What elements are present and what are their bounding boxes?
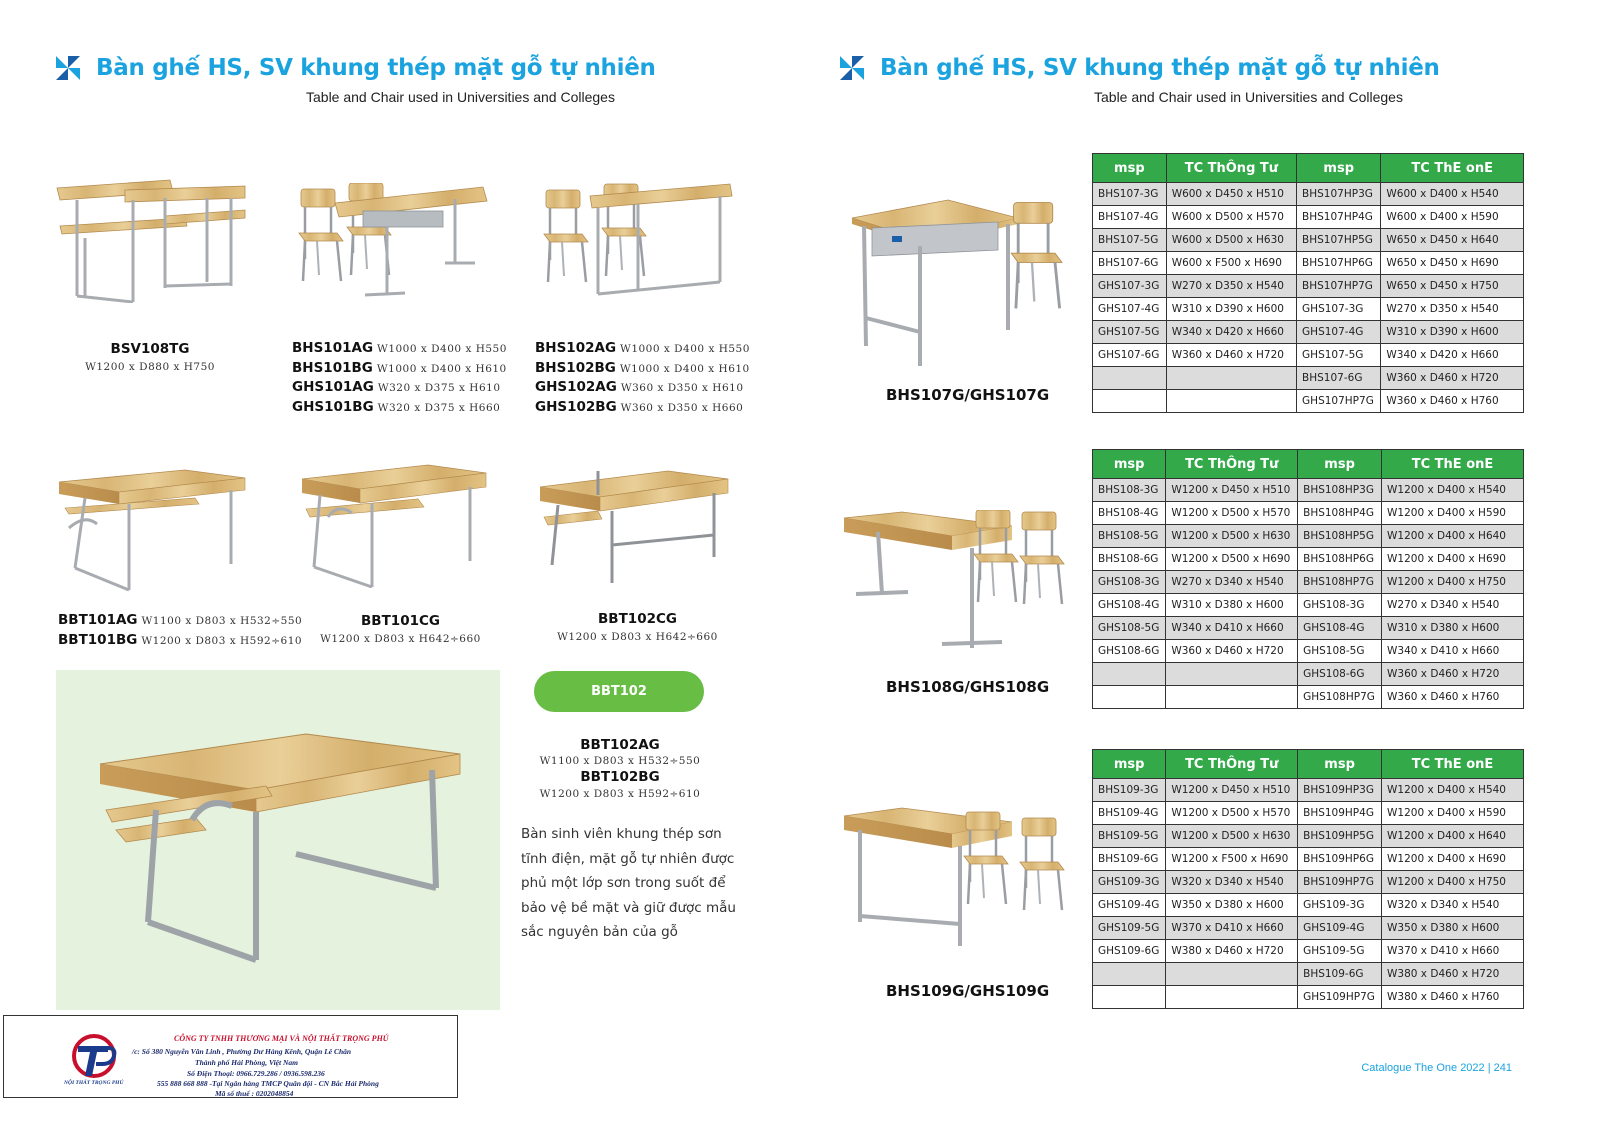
tp-logo-icon (68, 1034, 120, 1082)
table-cell: GHS109-5G (1093, 917, 1166, 940)
column-header: msp (1298, 450, 1382, 479)
featured-product-panel (56, 670, 500, 1010)
table-cell: W360 x D460 x H720 (1382, 663, 1524, 686)
product-label-bhs101: BHS101AG W1000 x D400 x H550 BHS101BG W1000 x D400 x H610 GHS101AG W320 x D375 x H610 GHS101BG W320 x D375 x H660 (292, 340, 507, 415)
column-header: msp (1298, 750, 1382, 779)
table-cell: BHS108-4G (1093, 502, 1166, 525)
company-name: CÔNG TY TNHH THƯƠNG MẠI VÀ NỘI THẤT TRỌNG PHÚ (174, 1034, 389, 1043)
table-cell: BHS108HP3G (1298, 479, 1382, 502)
table-cell: BHS109-5G (1093, 825, 1166, 848)
table-cell: W380 x D460 x H720 (1382, 963, 1524, 986)
table-cell: BHS109HP5G (1298, 825, 1382, 848)
table-cell: BHS109HP6G (1298, 848, 1382, 871)
table-cell: W1200 x D400 x H690 (1382, 848, 1524, 871)
table-row (1093, 594, 1524, 617)
table-row (1093, 917, 1524, 940)
table-cell: W1200 x D400 x H540 (1382, 779, 1524, 802)
table-cell (1166, 686, 1298, 709)
catalogue-page-label: Catalogue The One 2022 | 241 (1361, 1062, 1512, 1074)
table-cell: W360 x D460 x H720 (1166, 344, 1296, 367)
table-cell: W650 x D450 x H690 (1381, 252, 1524, 275)
table-cell: W360 x D460 x H720 (1166, 640, 1298, 663)
table-cell: W360 x D460 x H760 (1381, 390, 1524, 413)
table-cell: BHS109-6G (1093, 848, 1166, 871)
table-cell: W1200 x D400 x H750 (1382, 571, 1524, 594)
table-cell: GHS108-4G (1093, 594, 1166, 617)
table-cell (1093, 986, 1166, 1009)
company-phone: Số Điện Thoại: 0966.729.286 / 0936.598.236 (187, 1069, 325, 1078)
table-cell: BHS108-6G (1093, 548, 1166, 571)
table-cell: GHS109-6G (1093, 940, 1166, 963)
table-cell: BHS109HP3G (1298, 779, 1382, 802)
table-cell: GHS107-5G (1093, 321, 1167, 344)
model-label-bhs108g: BHS108G/GHS108G (886, 678, 1050, 696)
table-cell: W1200 x D450 x H510 (1166, 779, 1298, 802)
table-cell: GHS107-6G (1093, 344, 1167, 367)
table-cell: W600 x D400 x H590 (1381, 206, 1524, 229)
table-cell: W320 x D340 x H540 (1166, 871, 1298, 894)
table-cell: BHS109-3G (1093, 779, 1166, 802)
column-header: TC ThÔng Tư (1166, 450, 1298, 479)
table-cell (1166, 663, 1298, 686)
table-row (1093, 390, 1524, 413)
spec-table-bhs108g (1092, 449, 1524, 709)
table-cell: W600 x D500 x H630 (1166, 229, 1296, 252)
right-page-title: Bàn ghế HS, SV khung thép mặt gỗ tự nhiên (880, 55, 1440, 81)
table-row (1093, 894, 1524, 917)
table-cell: GHS107-5G (1297, 344, 1381, 367)
column-header: TC ThE onE (1381, 154, 1524, 183)
table-cell: W360 x D460 x H720 (1381, 367, 1524, 390)
table-cell: W340 x D410 x H660 (1382, 640, 1524, 663)
table-cell: W270 x D350 x H540 (1381, 298, 1524, 321)
table-cell (1166, 986, 1298, 1009)
model-label-bhs109g: BHS109G/GHS109G (886, 982, 1050, 1000)
table-cell: BHS107HP5G (1297, 229, 1381, 252)
table-cell: GHS108-6G (1093, 640, 1166, 663)
table-row (1093, 525, 1524, 548)
product-image-bsv108tg (55, 178, 250, 303)
company-bank: 555 888 668 888 -Tại Ngân hàng TMCP Quân đội - CN Bắc Hải Phòng (157, 1079, 379, 1088)
pinwheel-logo-icon (840, 56, 864, 80)
company-tax: Mã số thuế : 0202048854 (215, 1089, 294, 1098)
product-image-bbt101 (55, 468, 250, 593)
left-page-subtitle: Table and Chair used in Universities and Colleges (306, 89, 615, 105)
table-cell: GHS108-3G (1093, 571, 1166, 594)
table-cell: BHS107-4G (1093, 206, 1167, 229)
table-cell (1166, 390, 1296, 413)
table-cell: W350 x D380 x H600 (1166, 894, 1298, 917)
table-row (1093, 321, 1524, 344)
column-header: TC ThE onE (1382, 750, 1524, 779)
product-image-bhs102 (540, 182, 735, 300)
table-cell: W650 x D450 x H640 (1381, 229, 1524, 252)
table-row (1093, 686, 1524, 709)
table-cell: W1200 x D400 x H590 (1382, 502, 1524, 525)
table-cell: W270 x D350 x H540 (1166, 275, 1296, 298)
table-cell: W270 x D340 x H540 (1382, 594, 1524, 617)
logo-caption: NỘI THẤT TRỌNG PHÚ (64, 1080, 124, 1086)
table-row (1093, 479, 1524, 502)
company-address: /c: Số 380 Nguyễn Văn Linh , Phường Dư Hàng Kênh, Quận Lê Chân (132, 1047, 352, 1056)
table-cell: GHS107-3G (1297, 298, 1381, 321)
table-row (1093, 848, 1524, 871)
table-cell: GHS107-4G (1093, 298, 1167, 321)
table-cell: GHS107-4G (1297, 321, 1381, 344)
product-label-bbt101cg: BBT101CG W1200 x D803 x H642÷660 (320, 613, 481, 645)
table-cell: W1200 x F500 x H690 (1166, 848, 1298, 871)
table-row (1093, 940, 1524, 963)
table-cell: BHS108HP4G (1298, 502, 1382, 525)
product-label-bsv108tg: BSV108TG W1200 x D880 x H750 (85, 341, 215, 373)
table-row (1093, 871, 1524, 894)
table-cell: W1200 x D500 x H570 (1166, 802, 1298, 825)
table-cell: BHS107HP7G (1297, 275, 1381, 298)
table-cell: GHS109-5G (1298, 940, 1382, 963)
table-cell: GHS109-3G (1298, 894, 1382, 917)
product-image-bhs109g (842, 806, 1067, 956)
column-header: TC ThÔng Tư (1166, 750, 1298, 779)
table-cell: BHS107-6G (1093, 252, 1167, 275)
table-cell (1093, 663, 1166, 686)
table-cell: W340 x D420 x H660 (1381, 344, 1524, 367)
table-row (1093, 548, 1524, 571)
table-cell: GHS108-5G (1093, 617, 1166, 640)
table-cell: W650 x D450 x H750 (1381, 275, 1524, 298)
table-cell: W1200 x D400 x H640 (1382, 825, 1524, 848)
table-cell: W600 x D400 x H540 (1381, 183, 1524, 206)
table-cell: BHS107-3G (1093, 183, 1167, 206)
product-image-bhs107g (848, 198, 1073, 370)
spec-table-bhs109g (1092, 749, 1524, 1009)
table-cell: W1200 x D500 x H570 (1166, 502, 1298, 525)
table-cell: BHS109HP7G (1298, 871, 1382, 894)
table-cell: BHS107HP4G (1297, 206, 1381, 229)
table-row (1093, 663, 1524, 686)
table-cell: GHS107HP7G (1297, 390, 1381, 413)
company-city: Thành phố Hải Phòng, Việt Nam (195, 1058, 298, 1067)
table-cell (1093, 367, 1167, 390)
product-label-bbt101: BBT101AG W1100 x D803 x H532÷550 BBT101BG W1200 x D803 x H592÷610 (58, 612, 303, 648)
table-cell: BHS108HP7G (1298, 571, 1382, 594)
table-cell: W1200 x D400 x H540 (1382, 479, 1524, 502)
table-row (1093, 275, 1524, 298)
table-cell: W1200 x D450 x H510 (1166, 479, 1298, 502)
product-image-bhs108g (842, 510, 1067, 660)
model-label-bhs107g: BHS107G/GHS107G (886, 386, 1050, 404)
table-cell: GHS107-3G (1093, 275, 1167, 298)
company-info-box (3, 1015, 458, 1098)
table-cell (1093, 963, 1166, 986)
table-row (1093, 229, 1524, 252)
table-cell: W270 x D340 x H540 (1166, 571, 1298, 594)
table-cell: GHS108-3G (1298, 594, 1382, 617)
table-cell: W310 x D390 x H600 (1381, 321, 1524, 344)
table-row (1093, 298, 1524, 321)
table-cell: W380 x D460 x H760 (1382, 986, 1524, 1009)
spec-table-bhs107g (1092, 153, 1524, 413)
table-cell: BHS107-5G (1093, 229, 1167, 252)
table-cell: GHS108HP7G (1298, 686, 1382, 709)
table-row (1093, 344, 1524, 367)
table-cell: W360 x D460 x H760 (1382, 686, 1524, 709)
table-row (1093, 367, 1524, 390)
table-cell: W320 x D340 x H540 (1382, 894, 1524, 917)
table-cell (1093, 390, 1167, 413)
table-cell: W1200 x D400 x H590 (1382, 802, 1524, 825)
table-cell: GHS109HP7G (1298, 986, 1382, 1009)
table-cell: GHS108-5G (1298, 640, 1382, 663)
table-cell: BHS108-3G (1093, 479, 1166, 502)
pinwheel-logo-icon (56, 56, 80, 80)
product-label-bbt102cg: BBT102CG W1200 x D803 x H642÷660 (557, 611, 718, 643)
table-cell: GHS109-4G (1298, 917, 1382, 940)
table-cell: W340 x D420 x H660 (1166, 321, 1296, 344)
table-header-row (1093, 154, 1524, 183)
table-header-row (1093, 750, 1524, 779)
column-header: TC ThE onE (1382, 450, 1524, 479)
table-row (1093, 571, 1524, 594)
table-row (1093, 963, 1524, 986)
product-image-bbt101cg (298, 463, 493, 588)
table-row (1093, 802, 1524, 825)
table-cell: GHS108-6G (1298, 663, 1382, 686)
table-cell: W1200 x D400 x H640 (1382, 525, 1524, 548)
bbt102-badge: BBT102 (534, 671, 704, 712)
table-cell: GHS109-3G (1093, 871, 1166, 894)
table-cell: BHS107-6G (1297, 367, 1381, 390)
table-cell: W1200 x D400 x H750 (1382, 871, 1524, 894)
table-row (1093, 825, 1524, 848)
column-header: msp (1093, 154, 1167, 183)
table-row (1093, 502, 1524, 525)
table-cell: W1200 x D500 x H630 (1166, 525, 1298, 548)
table-cell: W350 x D380 x H600 (1382, 917, 1524, 940)
table-cell: W600 x D450 x H510 (1166, 183, 1296, 206)
table-cell: BHS109-4G (1093, 802, 1166, 825)
column-header: msp (1093, 750, 1166, 779)
table-cell: W380 x D460 x H720 (1166, 940, 1298, 963)
table-row (1093, 252, 1524, 275)
table-row (1093, 986, 1524, 1009)
product-image-bbt102 (56, 670, 500, 1010)
table-cell: W370 x D410 x H660 (1166, 917, 1298, 940)
table-cell: W370 x D410 x H660 (1382, 940, 1524, 963)
table-cell: GHS109-4G (1093, 894, 1166, 917)
table-cell: W310 x D380 x H600 (1382, 617, 1524, 640)
table-row (1093, 640, 1524, 663)
table-row (1093, 206, 1524, 229)
bbt102-description: Bàn sinh viên khung thép sơn tĩnh điện, mặt gỗ tự nhiên được phủ một lớp sơn trong suốt để bảo vệ bề mặt và giữ được mẫu sắc nguyên bản của gỗ (521, 826, 736, 940)
table-cell (1093, 686, 1166, 709)
table-cell: W600 x D500 x H570 (1166, 206, 1296, 229)
product-label-bhs102: BHS102AG W1000 x D400 x H550 BHS102BG W1000 x D400 x H610 GHS102AG W360 x D350 x H610 GHS102BG W360 x D350 x H660 (535, 340, 750, 415)
column-header: TC ThÔng Tư (1166, 154, 1296, 183)
table-cell (1166, 963, 1298, 986)
right-page-subtitle: Table and Chair used in Universities and Colleges (1094, 89, 1403, 105)
column-header: msp (1093, 450, 1166, 479)
table-cell (1166, 367, 1296, 390)
table-cell: W310 x D380 x H600 (1166, 594, 1298, 617)
table-cell: BHS108HP6G (1298, 548, 1382, 571)
table-cell: W1200 x D500 x H630 (1166, 825, 1298, 848)
table-cell: GHS108-4G (1298, 617, 1382, 640)
table-cell: W600 x F500 x H690 (1166, 252, 1296, 275)
table-cell: W1200 x D500 x H690 (1166, 548, 1298, 571)
table-cell: BHS107HP6G (1297, 252, 1381, 275)
table-cell: W310 x D390 x H600 (1166, 298, 1296, 321)
table-cell: BHS108HP5G (1298, 525, 1382, 548)
product-image-bhs101 (295, 183, 490, 298)
table-cell: BHS108-5G (1093, 525, 1166, 548)
column-header: msp (1297, 154, 1381, 183)
table-row (1093, 617, 1524, 640)
table-cell: BHS109HP4G (1298, 802, 1382, 825)
table-row (1093, 779, 1524, 802)
table-cell: BHS109-6G (1298, 963, 1382, 986)
table-cell: W340 x D410 x H660 (1166, 617, 1298, 640)
product-label-bbt102-variants: BBT102AG W1100 x D803 x H532÷550 BBT102BG W1200 x D803 x H592÷610 (539, 737, 701, 800)
table-header-row (1093, 450, 1524, 479)
table-row (1093, 183, 1524, 206)
left-page-title: Bàn ghế HS, SV khung thép mặt gỗ tự nhiên (96, 55, 656, 81)
product-image-bbt102cg (538, 465, 733, 590)
table-cell: W1200 x D400 x H690 (1382, 548, 1524, 571)
table-cell: BHS107HP3G (1297, 183, 1381, 206)
